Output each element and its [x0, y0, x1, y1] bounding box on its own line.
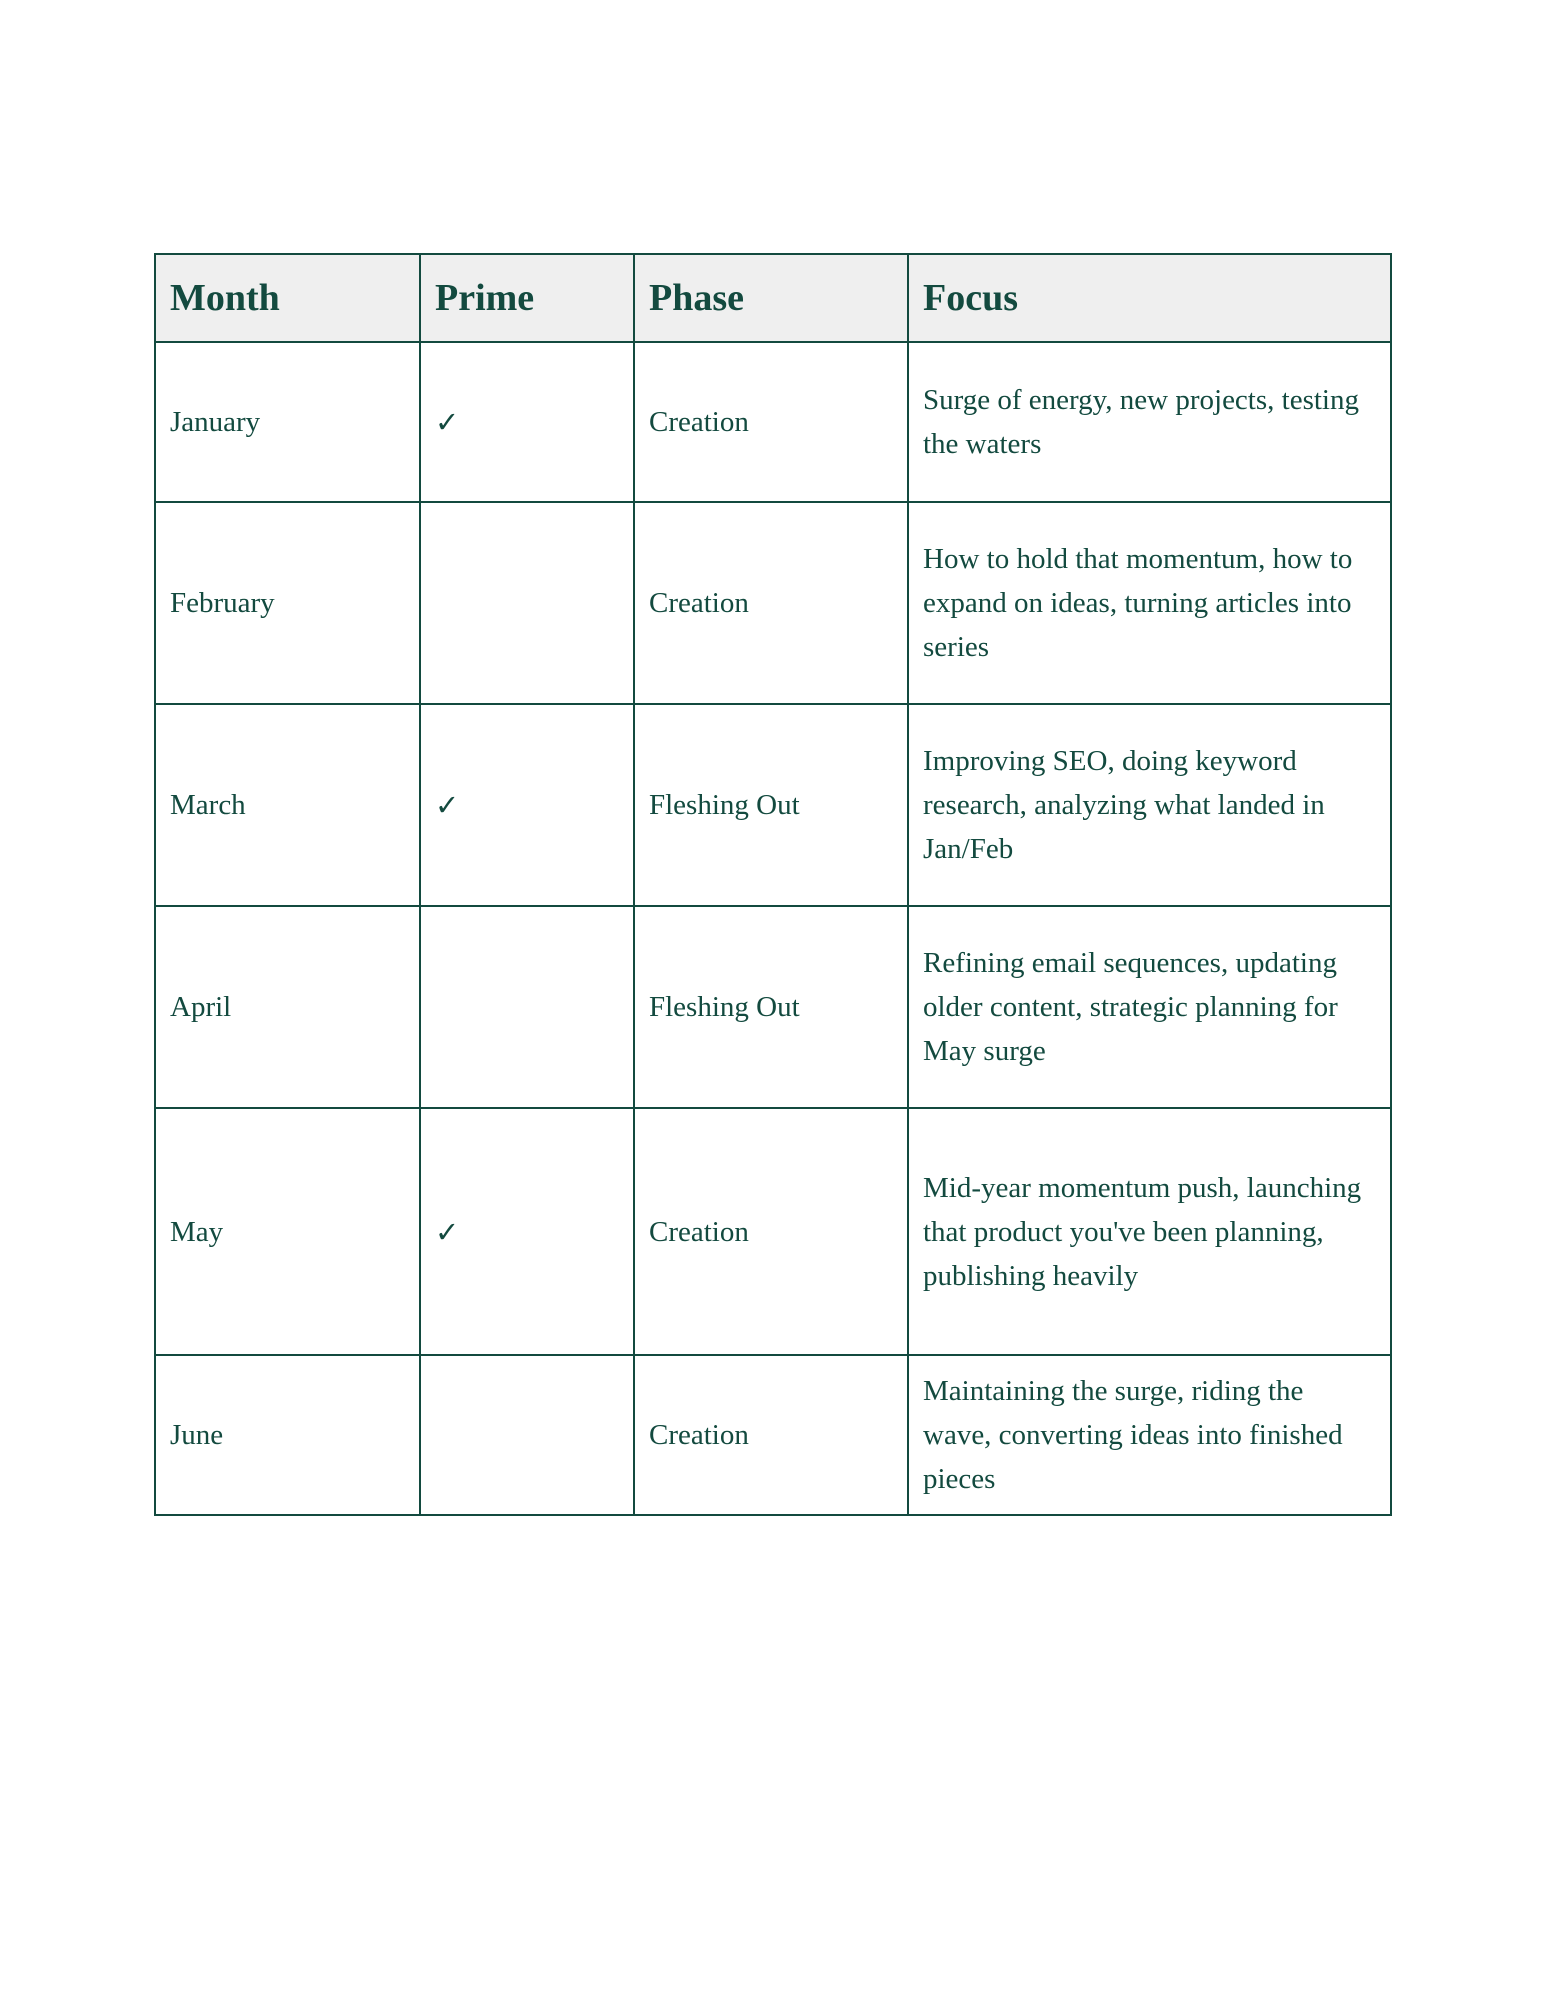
focus-cell: Surge of energy, new projects, testing the waters [908, 342, 1391, 502]
header-phase: Phase [634, 254, 908, 342]
focus-cell: Improving SEO, doing keyword research, analyzing what landed in Jan/Feb [908, 704, 1391, 906]
focus-cell: Mid-year momentum push, launching that product you've been planning, publishing heavily [908, 1108, 1391, 1355]
header-prime: Prime [420, 254, 634, 342]
table-row [155, 502, 1391, 704]
phase-cell: Fleshing Out [634, 704, 908, 906]
focus-cell: Maintaining the surge, riding the wave, converting ideas into finished pieces [908, 1355, 1391, 1515]
phase-cell: Creation [634, 342, 908, 502]
phase-cell: Creation [634, 1355, 908, 1515]
month-cell: May [155, 1108, 420, 1355]
monthly-plan-table [154, 253, 1392, 1516]
phase-cell: Creation [634, 1108, 908, 1355]
table-row [155, 704, 1391, 906]
table-row [155, 1355, 1391, 1515]
month-cell: January [155, 342, 420, 502]
phase-cell: Fleshing Out [634, 906, 908, 1108]
table-row [155, 342, 1391, 502]
focus-cell: How to hold that momentum, how to expand on ideas, turning articles into series [908, 502, 1391, 704]
header-month: Month [155, 254, 420, 342]
table-row [155, 906, 1391, 1108]
prime-check-icon: ✓ [420, 342, 634, 502]
prime-check-icon: ✓ [420, 1108, 634, 1355]
month-cell: April [155, 906, 420, 1108]
month-cell: February [155, 502, 420, 704]
table-row [155, 1108, 1391, 1355]
month-cell: June [155, 1355, 420, 1515]
phase-cell: Creation [634, 502, 908, 704]
header-focus: Focus [908, 254, 1391, 342]
month-cell: March [155, 704, 420, 906]
prime-check-icon: ✓ [420, 704, 634, 906]
prime-cell [420, 502, 634, 704]
table-header-row [155, 254, 1391, 342]
prime-cell [420, 1355, 634, 1515]
prime-cell [420, 906, 634, 1108]
focus-cell: Refining email sequences, updating older content, strategic planning for May surge [908, 906, 1391, 1108]
